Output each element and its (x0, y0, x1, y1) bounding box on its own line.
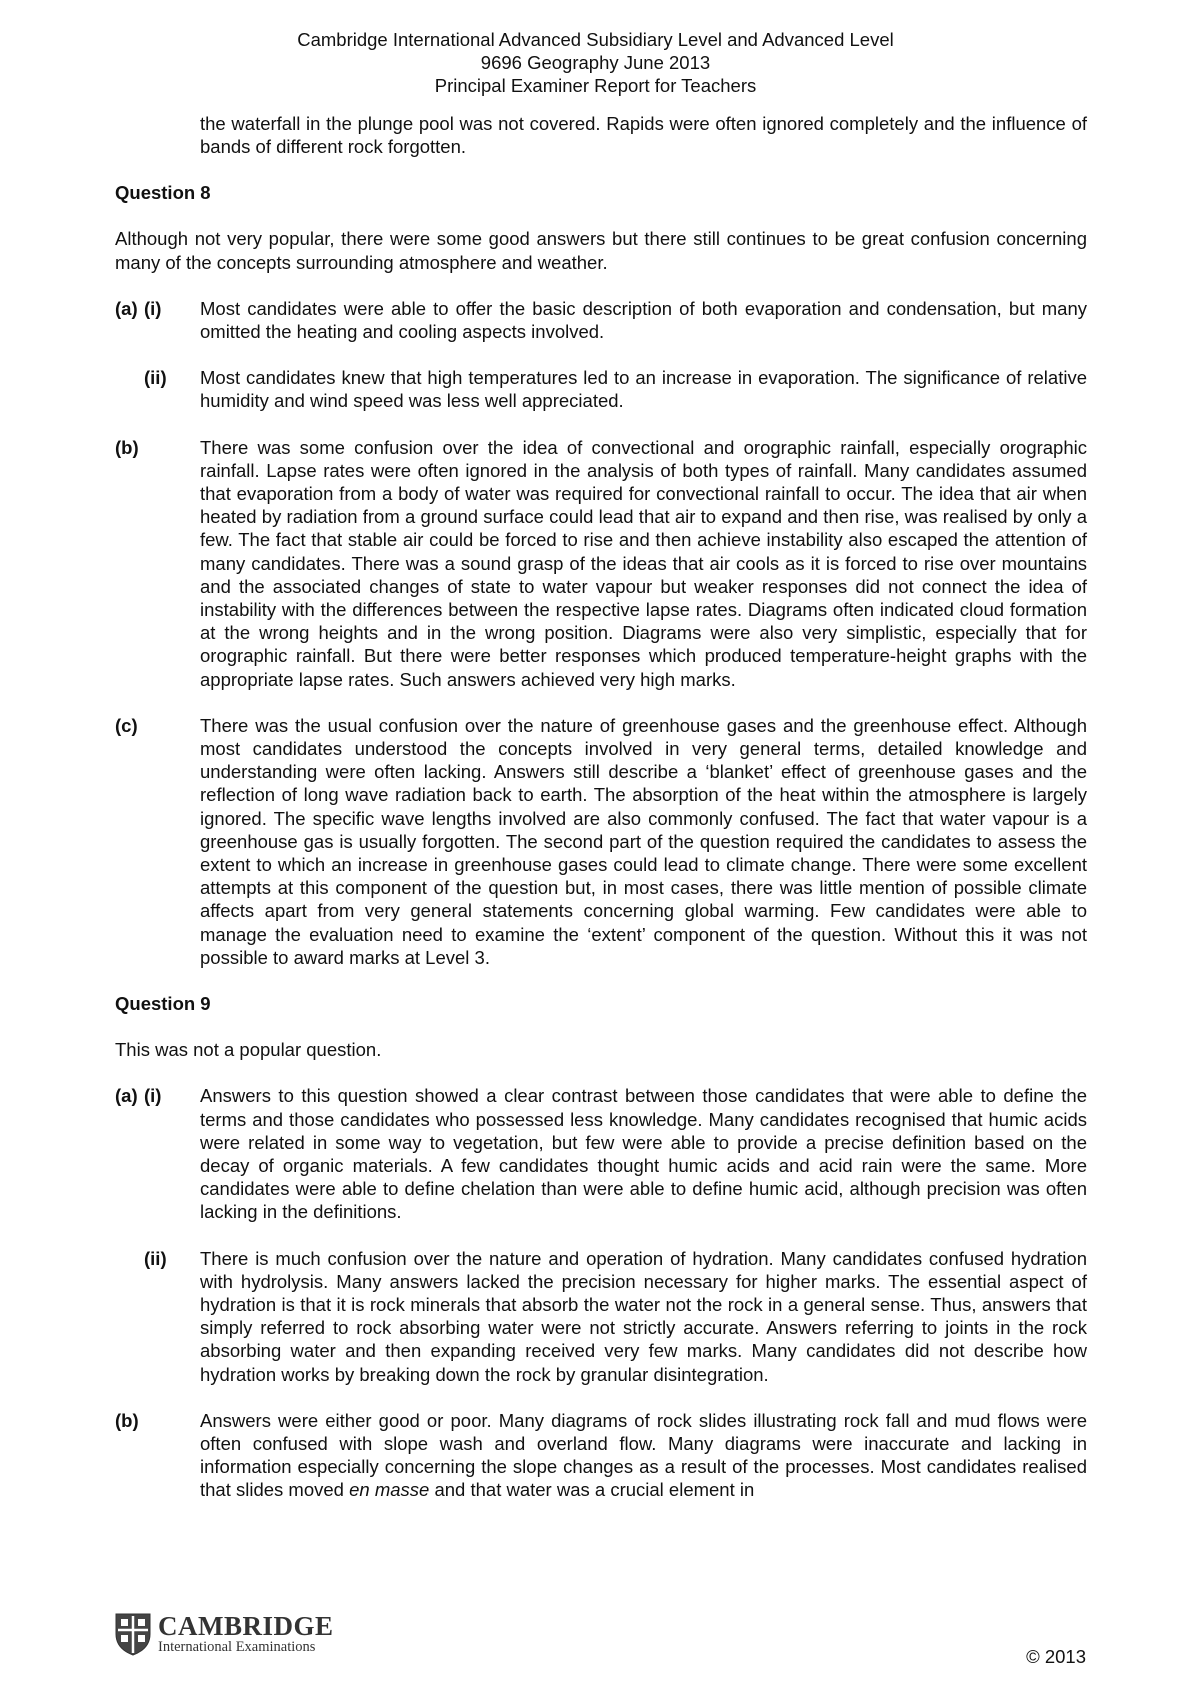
q8-c-text: There was the usual confusion over the nature of greenhouse gases and the greenhouse effect. Although most candidates understood the concepts involved in very general terms, detailed knowledge and understanding were often lacking. Answers still describe a ‘blanket’ effect of greenhouse gases and the reflection of long wave radiation back to earth. The absorption of the heat within the atmosphere is largely ignored. The specific wave lengths involved are also commonly confused. The fact that water vapour is a greenhouse gas is usually forgotten. The second part of the question required the candidates to assess the extent to which an increase in greenhouse gases could lead to climate change. There were some excellent attempts at this component of the question but, in most cases, there was little mention of possible climate affects apart from very general statements concerning global warming. Few candidates were able to manage the evaluation need to examine the ‘extent’ component of the question. Without this it was not possible to award marks at Level 3. (200, 714, 1087, 968)
q8-a-label: (a) (115, 297, 138, 319)
header-line-1: Cambridge International Advanced Subsidiary Level and Advanced Level (297, 29, 894, 50)
q8-a-ii-text: Most candidates knew that high temperatures led to an increase in evaporation. The significance of relative humidity and wind speed was less well appreciated. (200, 367, 1087, 412)
copyright-notice: © 2013 (1026, 1646, 1086, 1667)
q9-i-label: (i) (144, 1085, 162, 1107)
q9-b-text-italic: en masse (349, 1479, 430, 1501)
q9-b-text (200, 1409, 1087, 1502)
q9-a-label: (a) (115, 1085, 138, 1107)
logo-sub-text: International Examinations (158, 1639, 316, 1655)
q8-a-ii-item (115, 366, 1087, 412)
q8-c-item (115, 714, 1087, 969)
q9-a-i-text: Answers to this question showed a clear contrast between those candidates that were able to define the terms and those candidates who possessed less knowledge. Many candidates recognised that humic acids were related in some way to vegetation, but few were able to provide a precise definition based on the decay of organic materials. A few candidates thought humic acids and acid rain were the same. More candidates were able to define chelation than were able to define humic acid, although precision was often lacking in the definitions. (200, 1085, 1087, 1223)
q8-a-i-item (115, 297, 1087, 343)
logo-main-text: CAMBRIDGE (158, 1611, 334, 1641)
q9-ii-label: (ii) (144, 1247, 167, 1269)
q8-a-i-text: Most candidates were able to offer the basic description of both evaporation and condensation, but many omitted the heating and cooling aspects involved. (200, 297, 1087, 343)
question-9-intro: This was not a popular question. (115, 1039, 382, 1061)
question-8-intro: Although not very popular, there were some good answers but there still continues to be great confusion concerning many of the concepts surrounding atmosphere and weather. (115, 228, 1087, 273)
logo-text (158, 1613, 334, 1655)
q8-c-label: (c) (115, 714, 138, 736)
q8-b-label: (b) (115, 436, 139, 458)
q9-b-text-part2: and that water was a crucial element in (429, 1479, 755, 1501)
question-8-heading: Question 8 (115, 182, 211, 204)
continuation-paragraph: the waterfall in the plunge pool was not covered. Rapids were often ignored completely and the influence of bands of different rock forgotten. (200, 113, 1087, 158)
cambridge-crest-icon (114, 1612, 152, 1656)
q9-a-i-item (115, 1084, 1087, 1223)
q8-i-label: (i) (144, 297, 162, 319)
q9-b-text-part1: Answers were either good or poor. Many diagrams of rock slides illustrating rock fall and mud flows were often confused with slope wash and overland flow. Many diagrams were inaccurate and lacking in information especially concerning the slope changes as a result of the processes. Most candidates realised that slides moved (200, 1409, 1087, 1501)
q8-b-text: There was some confusion over the idea of convectional and orographic rainfall, especially orographic rainfall. Lapse rates were often ignored in the analysis of both types of rainfall. Many candidates assumed that evaporation from a body of water was required for convectional rainfall to occur. The idea that air when heated by radiation from a ground surface could lead that air to expand and then rise, was realised by only a few. The fact that stable air could be forced to rise and then achieve instability also escaped the attention of many candidates. There was a sound grasp of the ideas that air cools as it is forced to rise over mountains and the associated changes of state to water vapour but weaker responses did not connect the idea of instability with the differences between the respective lapse rates. Diagrams often indicated cloud formation at the wrong heights and in the wrong position. Diagrams were also very simplistic, especially that for orographic rainfall. But there were better responses which produced temperature-height graphs with the appropriate lapse rates. Such answers achieved very high marks. (200, 436, 1087, 690)
page-content (115, 112, 1087, 1502)
header-line-3: Principal Examiner Report for Teachers (434, 75, 757, 96)
q8-ii-label: (ii) (144, 367, 167, 389)
q8-b-item (115, 436, 1087, 691)
cambridge-logo (114, 1612, 334, 1656)
question-9-heading: Question 9 (115, 993, 211, 1015)
q9-a-ii-item (115, 1247, 1087, 1386)
q9-a-ii-text: There is much confusion over the nature and operation of hydration. Many candidates confused hydration with hydrolysis. Many answers lacked the precision necessary for higher marks. The essential aspect of hydration is that it is rock minerals that absorb the water not the rock in a general sense. Thus, answers that simply referred to rock absorbing water were not strictly accurate. Answers referring to joints in the rock absorbing water and then expanding received very few marks. Many candidates did not describe how hydration works by breaking down the rock by granular disintegration. (200, 1247, 1087, 1385)
page-header (0, 28, 1191, 97)
q9-b-label: (b) (115, 1409, 139, 1431)
header-line-2: 9696 Geography June 2013 (480, 52, 711, 73)
q9-b-item (115, 1409, 1087, 1502)
